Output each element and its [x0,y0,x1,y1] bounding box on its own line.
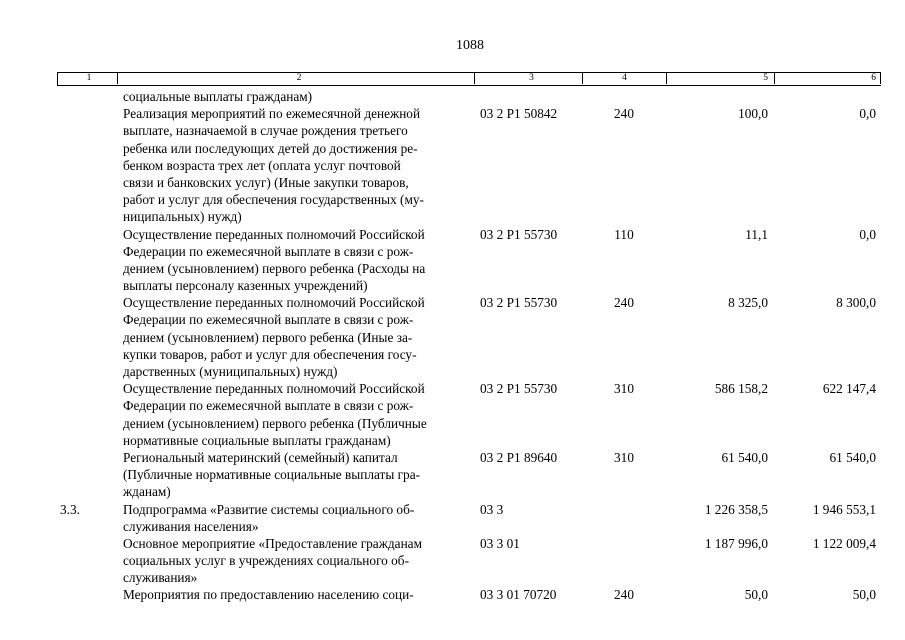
row-name-line: дарственных (муниципальных) нужд) [123,364,338,379]
page-number: 1088 [456,38,484,53]
row-type: 240 [614,587,634,603]
row-type [582,501,666,535]
row-name-line: дением (усыновлением) первого ребенка (Публичные [123,415,427,431]
row-number [57,380,117,449]
row-code: 03 2 Р1 89640 [480,449,558,465]
header-column-2: 2 [118,73,475,84]
row-name-line: дением (усыновлением) первого ребенка (Расходы на [123,260,426,276]
row-name-line: социальные выплаты гражданам) [123,89,313,104]
table-row [57,501,880,535]
row-name-line: Подпрограмма «Развитие системы социального об- [123,501,415,517]
row-name-line: бенком возраста трех лет (оплата услуг почтовой [123,157,401,173]
row-code: 03 2 Р1 55730 [480,381,558,397]
row-name [117,88,474,105]
header-column-3: 3 [475,73,583,84]
row-name [117,294,474,380]
row-name-line: дением (усыновлением) первого ребенка (Иные за- [123,329,413,345]
row-value-5: 11,1 [745,226,768,242]
table-row [57,105,880,225]
row-code: 03 3 01 [480,535,520,551]
row-code: 03 3 01 70720 [480,587,557,603]
table-body [57,88,880,604]
header-column-1: 1 [58,73,118,84]
row-number [57,105,117,225]
table-row [57,535,880,587]
row-name-line: социальных услуг в учреждениях социального об- [123,553,409,569]
row-code [474,88,582,105]
row-name-line: Осуществление переданных полномочий Российской [123,226,425,242]
row-name-line: Федерации по ежемесячной выплате в связи с рож- [123,312,414,328]
row-type: 240 [614,295,634,311]
row-name [117,501,474,535]
table-row [57,586,880,603]
row-value-6: 61 540,0 [829,449,876,465]
row-number [57,88,117,105]
row-code: 03 2 Р1 50842 [480,106,558,122]
row-value-6: 622 147,4 [822,381,876,397]
row-name-line: Мероприятия по предоставлению населению соци- [123,587,414,603]
row-name-line: Основное мероприятие «Предоставление гражданам [123,535,422,551]
row-code: 03 2 Р1 55730 [480,226,558,242]
row-type: 110 [614,226,634,242]
row-name-line: ребенка или последующих детей до достижения ре- [123,140,418,156]
row-value-5: 8 325,0 [728,295,768,311]
row-name-line: выплаты персоналу казенных учреждений) [123,278,368,294]
row-name-line: Федерации по ежемесячной выплате в связи с рож- [123,243,414,259]
header-column-6: 6 [775,73,881,84]
row-value-6: 50,0 [852,587,876,603]
row-value-5: 1 226 358,5 [704,501,768,517]
row-name-line: Федерации по ежемесячной выплате в связи с рож- [123,398,414,414]
row-name-line: служивания населения» [123,518,259,534]
row-number [57,586,117,603]
row-name-line: жданам) [123,484,171,500]
row-name [117,226,474,295]
row-name-line: купки товаров, работ и услуг для обеспечения госу- [123,346,417,362]
row-value-6: 8 300,0 [836,295,876,311]
row-number: 3.3. [60,501,80,517]
row-name [117,105,474,225]
row-name-line: нормативные социальные выплаты гражданам) [123,432,391,448]
row-name-line: Осуществление переданных полномочий Российской [123,295,425,311]
row-number [57,294,117,380]
row-name-line: Реализация мероприятий по ежемесячной денежной [123,106,421,122]
row-value-5: 100,0 [738,106,768,122]
row-name-line: работ и услуг для обеспечения государственных (му- [123,192,424,208]
row-value-5: 1 187 996,0 [704,535,768,551]
row-code: 03 3 [480,501,504,517]
table-row [57,449,880,501]
row-name-line: Осуществление переданных полномочий Российской [123,381,425,397]
header-column-5: 5 [667,73,775,84]
row-value-6: 1 946 553,1 [812,501,876,517]
row-number [57,535,117,587]
header-column-4: 4 [583,73,667,84]
table-row [57,88,880,105]
row-value-6: 0,0 [859,106,876,122]
row-name-line: Региональный материнский (семейный) капитал [123,449,398,465]
row-type: 310 [614,381,634,397]
row-value-5: 586 158,2 [714,381,768,397]
row-type: 240 [614,106,634,122]
row-value-5 [666,88,774,105]
row-name-line: служивания» [123,570,198,586]
row-name [117,535,474,587]
row-name [117,586,474,603]
row-value-6 [774,88,880,105]
row-name-line: (Публичные нормативные социальные выплаты гра- [123,467,421,483]
row-type: 310 [614,449,634,465]
row-value-5: 61 540,0 [721,449,768,465]
row-number [57,449,117,501]
table-row [57,226,880,295]
row-type [582,88,666,105]
row-value-6: 1 122 009,4 [812,535,876,551]
table-header [57,72,881,86]
row-type [582,535,666,587]
table-row [57,294,880,380]
row-name-line: ниципальных) нужд) [123,209,242,225]
row-name [117,449,474,501]
table-row [57,380,880,449]
row-value-5: 50,0 [744,587,768,603]
row-name-line: выплате, назначаемой в случае рождения третьего [123,123,408,139]
row-value-6: 0,0 [859,226,876,242]
row-name-line: связи и банковских услуг) (Иные закупки товаров, [123,174,409,190]
row-code: 03 2 Р1 55730 [480,295,558,311]
row-name [117,380,474,449]
row-number [57,226,117,295]
